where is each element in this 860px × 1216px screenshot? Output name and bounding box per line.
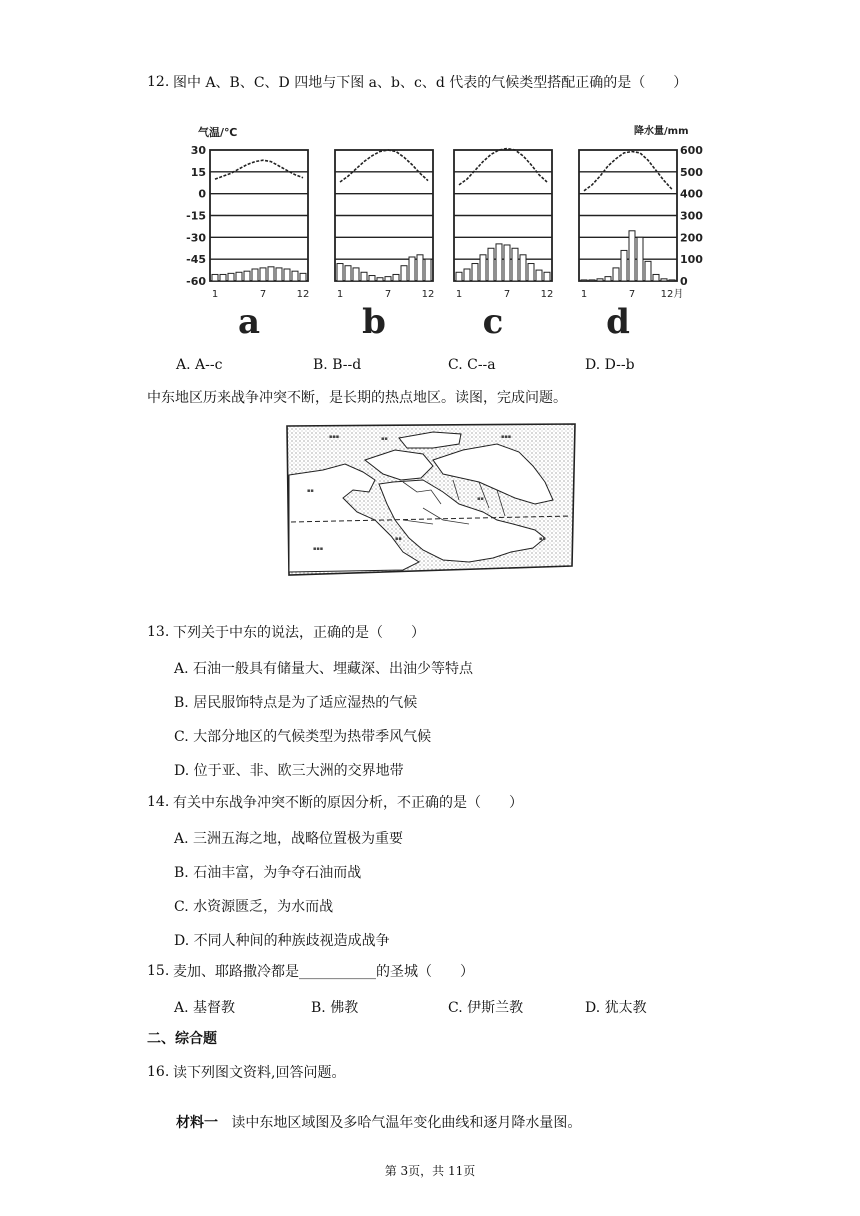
month-tick-label: 12月 (660, 289, 684, 300)
month-tick-label: 1 (455, 289, 463, 300)
precip-bar (589, 280, 595, 281)
month-tick-label: 12 (421, 289, 435, 300)
precip-bar (409, 257, 415, 281)
precip-bar (353, 268, 359, 281)
month-tick-label: 7 (259, 289, 267, 300)
precip-bar (377, 278, 383, 281)
month-tick-label: 7 (384, 289, 392, 300)
precip-bar (228, 273, 234, 281)
material-text: 读中东地区域图及多哈气温年变化曲线和逐月降水量图。 (231, 1115, 582, 1131)
q16-stem: 读下列图文资料,回答问题。 (173, 1065, 346, 1081)
left-tick-label: -15 (186, 209, 206, 223)
q15-option-c[interactable]: C. 伊斯兰教 (448, 1000, 524, 1016)
precip-bar (385, 277, 391, 281)
precip-bar (512, 248, 518, 281)
precip-bar (361, 272, 367, 281)
precip-bar (212, 274, 218, 281)
q14-option-d[interactable]: D. 不同人种间的种族歧视造成战争 (174, 933, 390, 949)
left-tick-label: 15 (190, 165, 206, 179)
precip-bar (276, 268, 282, 281)
right-tick-label: 600 (680, 144, 703, 157)
q12-stem: 图中 A、B、C、D 四地与下图 a、b、c、d 代表的气候类型搭配正确的是（ ） (173, 75, 688, 91)
right-tick-label: 500 (680, 165, 703, 179)
precip-bar (472, 264, 478, 281)
q13-option-d[interactable]: D. 位于亚、非、欧三大洲的交界地带 (174, 763, 404, 779)
precip-bar (629, 231, 635, 281)
q14-number: 14. (147, 794, 170, 810)
svg-text:▪▪: ▪▪ (539, 536, 546, 542)
precip-bar (496, 244, 502, 281)
precip-bar (417, 255, 423, 281)
precip-bar (544, 272, 550, 281)
precip-bar (669, 280, 675, 281)
right-tick-label: 200 (680, 231, 703, 245)
q15-option-a[interactable]: A. 基督教 (174, 1000, 236, 1016)
precip-bar (425, 259, 431, 281)
month-tick-label: 7 (628, 289, 636, 300)
q14-option-c[interactable]: C. 水资源匮乏，为水而战 (174, 899, 334, 915)
right-tick-label: 100 (680, 253, 703, 267)
left-tick-label: -30 (186, 231, 206, 245)
month-tick-label: 7 (503, 289, 511, 300)
svg-text:▪▪▪: ▪▪▪ (313, 546, 324, 552)
month-tick-label: 1 (336, 289, 344, 300)
precip-bar (528, 264, 534, 281)
section-title: 二、综合题 (147, 1031, 217, 1047)
precip-bar (284, 269, 290, 281)
month-tick-label: 12 (296, 289, 310, 300)
q16-material (176, 1114, 581, 1132)
precip-bar (581, 280, 587, 281)
precip-bar (244, 271, 250, 281)
material-label: 材料一 (176, 1115, 218, 1131)
precip-bar (536, 270, 542, 281)
q15-option-b[interactable]: B. 佛教 (311, 1000, 359, 1016)
precip-bar (220, 274, 226, 281)
q12-option-b[interactable]: B. B--d (313, 357, 362, 373)
middle-east-map-svg (283, 420, 578, 578)
precip-bar (504, 245, 510, 281)
right-tick-label: 300 (680, 209, 703, 223)
right-tick-label: 400 (680, 187, 703, 201)
svg-text:▪▪: ▪▪ (395, 536, 402, 542)
svg-text:▪▪▪: ▪▪▪ (501, 434, 512, 440)
precip-bar (345, 266, 351, 281)
q13-number: 13. (147, 624, 170, 640)
precip-bar (369, 276, 375, 281)
climate-figure (180, 118, 703, 342)
precip-bar (488, 248, 494, 281)
left-tick-label: -60 (186, 275, 206, 288)
precip-bar (456, 272, 462, 281)
q13-option-c[interactable]: C. 大部分地区的气候类型为热带季风气候 (174, 729, 432, 745)
panel-letter: b (362, 302, 386, 342)
svg-text:▪▪: ▪▪ (381, 436, 388, 442)
right-tick-label: 0 (680, 275, 688, 288)
q15-stem: 麦加、耶路撒冷都是___________的圣城（ ） (173, 964, 474, 980)
precip-bar (661, 279, 667, 281)
panel-letter: d (606, 302, 630, 342)
middle-east-intro: 中东地区历来战争冲突不断，是长期的热点地区。读图，完成问题。 (147, 390, 567, 406)
precip-bar (520, 255, 526, 281)
middle-east-map (283, 420, 578, 578)
svg-text:▪▪: ▪▪ (307, 488, 314, 494)
page-footer: 第 3页，共 11页 (384, 1164, 476, 1178)
precip-bar (268, 267, 274, 281)
month-tick-label: 12 (540, 289, 554, 300)
q15-option-d[interactable]: D. 犹太教 (585, 1000, 647, 1016)
precip-bar (605, 277, 611, 281)
precip-bar (653, 274, 659, 281)
left-tick-label: 30 (190, 144, 206, 157)
q12-number: 12. (147, 74, 170, 90)
q13-option-b[interactable]: B. 居民服饰特点是为了适应湿热的气候 (174, 695, 418, 711)
month-tick-label: 1 (211, 289, 219, 300)
q14-stem: 有关中东战争冲突不断的原因分析，不正确的是（ ） (173, 795, 523, 811)
panel-letter: a (237, 302, 261, 342)
panel-letter: c (482, 302, 504, 342)
q13-stem: 下列关于中东的说法，正确的是（ ） (173, 625, 425, 641)
precip-bar (613, 268, 619, 281)
precip-bar (260, 268, 266, 281)
q12-option-d[interactable]: D. D--b (585, 357, 635, 373)
precip-bar (292, 271, 298, 281)
precip-bar (645, 261, 651, 281)
left-tick-label: 0 (198, 187, 206, 201)
precip-bar (252, 269, 258, 281)
precip-bar (401, 266, 407, 281)
precip-bar (300, 273, 306, 281)
svg-text:▪▪: ▪▪ (477, 496, 484, 502)
precip-bar (597, 279, 603, 281)
precip-bar (480, 255, 486, 281)
precip-bar (337, 264, 343, 281)
precip-bar (637, 237, 643, 281)
q12-option-c[interactable]: C. C--a (448, 357, 496, 373)
precip-bar (393, 274, 399, 281)
q12-option-a[interactable]: A. A--c (176, 357, 223, 373)
q16-number: 16. (147, 1064, 170, 1080)
precip-bar (236, 272, 242, 281)
svg-text:▪▪▪: ▪▪▪ (329, 434, 340, 440)
right-axis-title: 降水量/mm (634, 126, 689, 137)
month-tick-label: 1 (580, 289, 588, 300)
precip-bar (464, 269, 470, 281)
q15-number: 15. (147, 963, 170, 979)
q13-option-a[interactable]: A. 石油一般具有储量大、埋藏深、出油少等特点 (174, 661, 474, 677)
left-axis-title: 气温/℃ (198, 126, 238, 139)
q14-option-a[interactable]: A. 三洲五海之地，战略位置极为重要 (174, 831, 404, 847)
precip-bar (621, 250, 627, 281)
q14-option-b[interactable]: B. 石油丰富，为争夺石油而战 (174, 865, 362, 881)
climate-charts-svg (180, 118, 703, 342)
left-tick-label: -45 (186, 253, 206, 267)
